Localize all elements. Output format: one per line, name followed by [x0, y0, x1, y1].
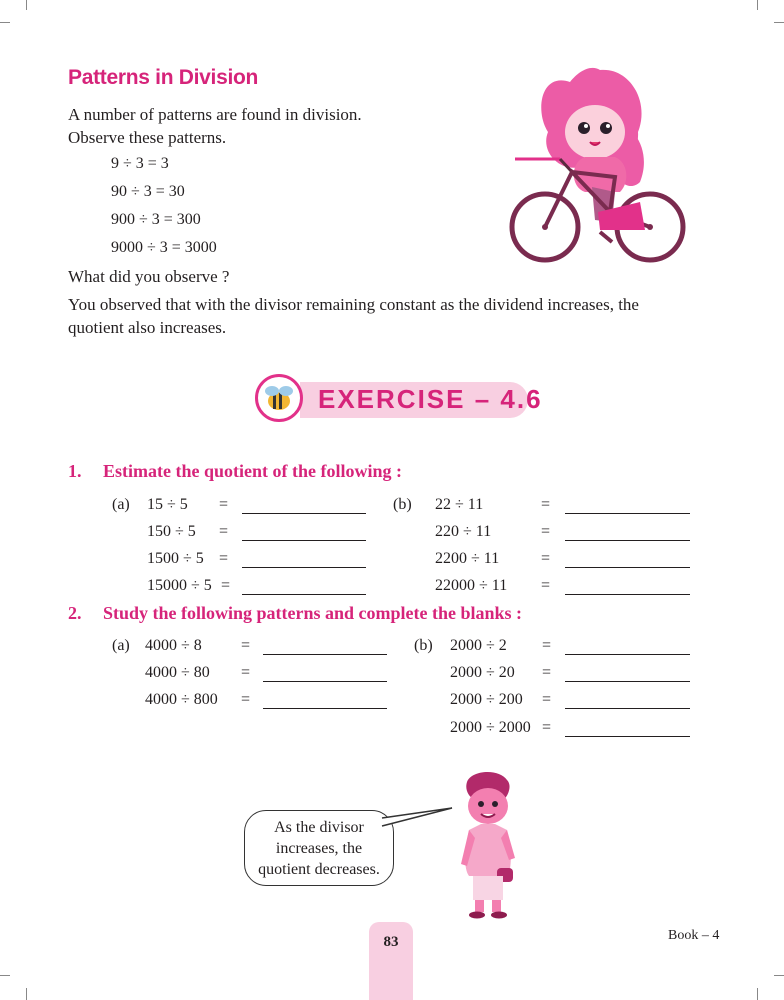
- answer-blank[interactable]: [263, 681, 387, 682]
- page-number: 83: [383, 934, 399, 950]
- answer-blank[interactable]: [242, 513, 366, 514]
- answer-blank[interactable]: [565, 594, 690, 595]
- intro-line-2: Observe these patterns.: [68, 128, 227, 147]
- section-title: Patterns in Division: [68, 66, 259, 89]
- intro-line-1: A number of patterns are found in division.: [68, 105, 362, 124]
- answer-blank[interactable]: [565, 513, 690, 514]
- answer-blank[interactable]: [242, 540, 366, 541]
- q2a-expression: 4000 ÷ 800: [145, 691, 218, 708]
- pattern-line: 9 ÷ 3 = 3: [111, 155, 169, 172]
- bee-badge: [255, 374, 303, 422]
- equals-sign: =: [219, 523, 229, 540]
- q2-number: 2.: [68, 603, 82, 623]
- q2-part-a-label: (a): [112, 637, 130, 654]
- q2b-expression: 2000 ÷ 20: [450, 664, 515, 681]
- q1b-expression: 22 ÷ 11: [435, 496, 484, 513]
- crop-mark: [774, 975, 784, 976]
- q1a-expression: 15000 ÷ 5: [147, 577, 212, 594]
- boy-illustration: [455, 768, 525, 920]
- crop-mark: [774, 22, 784, 23]
- equals-sign: =: [219, 550, 229, 567]
- bubble-line: quotient decreases.: [258, 861, 380, 878]
- answer-blank[interactable]: [565, 567, 690, 568]
- q1a-expression: 150 ÷ 5: [147, 523, 196, 540]
- observation-line-1: You observed that with the divisor remaining constant as the dividend increases, the: [68, 295, 639, 314]
- answer-blank[interactable]: [263, 708, 387, 709]
- equals-sign: =: [541, 496, 551, 513]
- equals-sign: =: [541, 577, 551, 594]
- q2-heading: Study the following patterns and complete the blanks :: [103, 603, 523, 623]
- q1a-expression: 15 ÷ 5: [147, 496, 188, 513]
- equals-sign: =: [541, 523, 551, 540]
- equals-sign: =: [542, 691, 552, 708]
- equals-sign: =: [542, 664, 552, 681]
- q1b-expression: 22000 ÷ 11: [435, 577, 508, 594]
- q1-part-b-label: (b): [393, 496, 412, 513]
- answer-blank[interactable]: [242, 594, 366, 595]
- answer-blank[interactable]: [565, 708, 690, 709]
- answer-blank[interactable]: [565, 681, 690, 682]
- exercise-title: EXERCISE – 4.6: [318, 384, 543, 414]
- speech-bubble-text: [246, 817, 392, 880]
- equals-sign: =: [221, 577, 231, 594]
- equals-sign: =: [241, 664, 251, 681]
- q1-number: 1.: [68, 461, 82, 481]
- equals-sign: =: [542, 719, 552, 736]
- q2b-expression: 2000 ÷ 200: [450, 691, 523, 708]
- crop-mark: [0, 22, 10, 23]
- equals-sign: =: [219, 496, 229, 513]
- book-label: Book – 4: [668, 928, 720, 943]
- q1-part-a-label: (a): [112, 496, 130, 513]
- q1a-expression: 1500 ÷ 5: [147, 550, 204, 567]
- q1-heading: Estimate the quotient of the following :: [103, 461, 402, 481]
- crop-mark: [26, 0, 27, 10]
- crop-mark: [757, 0, 758, 10]
- answer-blank[interactable]: [263, 654, 387, 655]
- q1b-expression: 2200 ÷ 11: [435, 550, 500, 567]
- equals-sign: =: [241, 691, 251, 708]
- girl-on-bicycle-illustration: [500, 62, 695, 267]
- observation-line-2: quotient also increases.: [68, 318, 227, 337]
- equals-sign: =: [541, 550, 551, 567]
- answer-blank[interactable]: [565, 540, 690, 541]
- bubble-line: As the divisor: [274, 819, 364, 836]
- question-text: What did you observe ?: [68, 267, 230, 286]
- bee-icon: [258, 377, 300, 419]
- crop-mark: [757, 988, 758, 1000]
- q1b-expression: 220 ÷ 11: [435, 523, 492, 540]
- bubble-line: increases, the: [275, 840, 363, 857]
- pattern-line: 9000 ÷ 3 = 3000: [111, 239, 217, 256]
- q2b-expression: 2000 ÷ 2000: [450, 719, 531, 736]
- crop-mark: [26, 988, 27, 1000]
- answer-blank[interactable]: [565, 654, 690, 655]
- equals-sign: =: [542, 637, 552, 654]
- answer-blank[interactable]: [242, 567, 366, 568]
- pattern-line: 90 ÷ 3 = 30: [111, 183, 185, 200]
- crop-mark: [0, 975, 10, 976]
- equals-sign: =: [241, 637, 251, 654]
- q2a-expression: 4000 ÷ 8: [145, 637, 202, 654]
- q2a-expression: 4000 ÷ 80: [145, 664, 210, 681]
- answer-blank[interactable]: [565, 736, 690, 737]
- q2-part-b-label: (b): [414, 637, 433, 654]
- q2b-expression: 2000 ÷ 2: [450, 637, 507, 654]
- pattern-line: 900 ÷ 3 = 300: [111, 211, 201, 228]
